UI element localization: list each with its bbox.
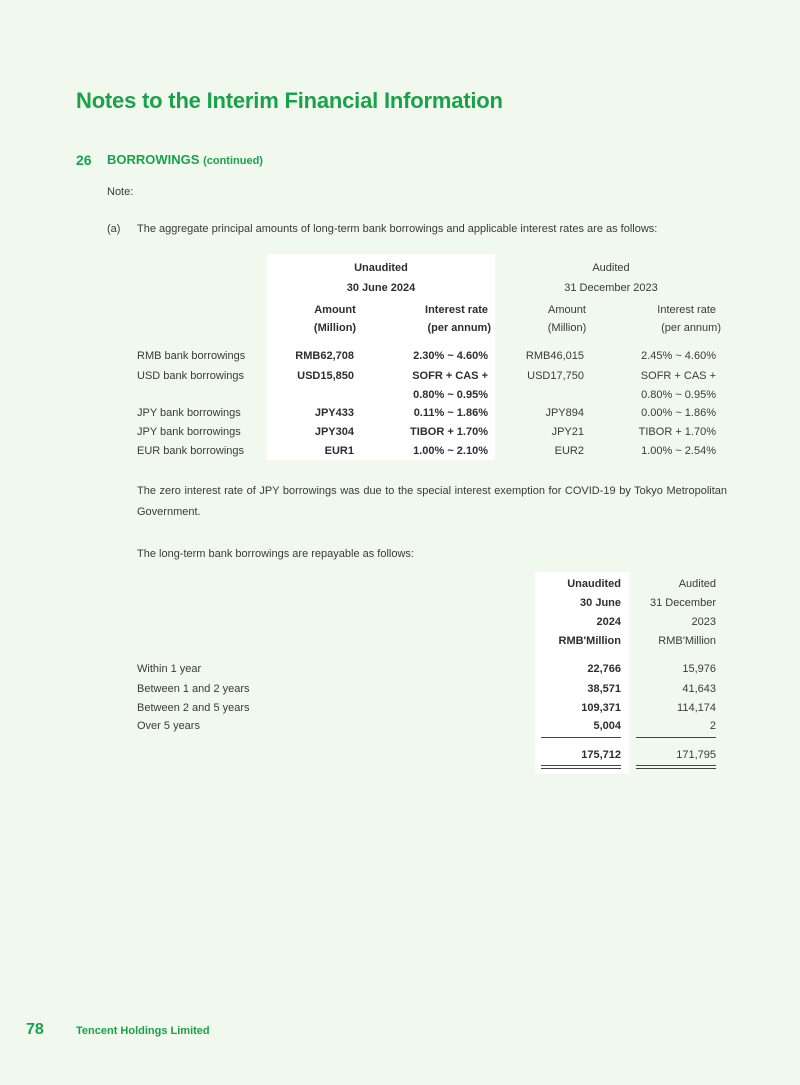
t1-row-amt23: JPY894 <box>545 407 584 419</box>
t2-row-v24: 22,766 <box>587 663 621 675</box>
t2-row-v23: 15,976 <box>682 663 716 675</box>
t1-row-rate24: 0.80% ~ 0.95% <box>413 389 488 401</box>
t1-row-amt24: JPY433 <box>314 407 354 419</box>
section-title-suffix: (continued) <box>203 155 263 167</box>
t2-row-v23: 114,174 <box>677 702 716 714</box>
t1-row-amt23: JPY21 <box>551 426 584 438</box>
t1-row-label: JPY bank borrowings <box>137 407 241 419</box>
t2-total-2023: 171,795 <box>676 749 716 761</box>
t1-audited-header: Audited <box>592 262 630 274</box>
t2-row-label: Over 5 years <box>137 720 200 732</box>
total-double-rule-2024-a <box>541 765 621 766</box>
page-title: Notes to the Interim Financial Information <box>76 88 503 113</box>
t2-h3-2024: 2024 <box>596 616 621 628</box>
subtotal-rule-2024 <box>541 737 621 738</box>
t1-col-million-2023: (Million) <box>547 322 587 334</box>
t1-row-rate23: 0.80% ~ 0.95% <box>641 389 716 401</box>
t1-unaudited-date: 30 June 2024 <box>346 282 416 294</box>
t1-col-perannum-2023: (per annum) <box>661 322 721 334</box>
t2-h3-2023: 2023 <box>691 616 716 628</box>
section-number: 26 <box>76 152 92 168</box>
section-title-text: BORROWINGS <box>107 152 200 167</box>
t1-row-rate23: 1.00% ~ 2.54% <box>641 445 716 457</box>
t1-row-amt24: EUR1 <box>324 445 354 457</box>
para-a-label: (a) <box>107 223 121 235</box>
t2-row-v24: 38,571 <box>587 683 621 695</box>
t1-row-amt24: USD15,850 <box>297 370 354 382</box>
t2-h1-2024: Unaudited <box>567 578 621 590</box>
t2-h1-2023: Audited <box>678 578 716 590</box>
t2-row-v24: 5,004 <box>593 720 621 732</box>
t2-row-label: Within 1 year <box>137 663 202 675</box>
t1-row-rate23: 0.00% ~ 1.86% <box>641 407 716 419</box>
t1-row-label: USD bank borrowings <box>137 370 244 382</box>
para-a-text: The aggregate principal amounts of long-term bank borrowings and applicable interest rates are as follows: <box>137 223 658 235</box>
t1-row-label: RMB bank borrowings <box>137 350 246 362</box>
t1-row-amt23: USD17,750 <box>527 370 584 382</box>
t1-col-amount-2023: Amount <box>548 304 586 316</box>
t1-col-amount-2024: Amount <box>314 304 356 316</box>
t1-unaudited-header: Unaudited <box>354 262 408 274</box>
page-number: 78 <box>26 1021 44 1038</box>
total-double-rule-2024-b <box>541 768 621 769</box>
t1-row-rate24: 2.30% ~ 4.60% <box>413 350 488 362</box>
t2-h2-2024: 30 June <box>580 597 621 609</box>
total-double-rule-2023-a <box>636 765 716 766</box>
t2-row-v23: 41,643 <box>682 683 716 695</box>
t1-row-label: JPY bank borrowings <box>137 426 241 438</box>
company-name: Tencent Holdings Limited <box>76 1025 210 1037</box>
t1-row-rate23: SOFR + CAS + <box>640 370 716 382</box>
t1-row-amt23: EUR2 <box>554 445 584 457</box>
t1-row-rate24: SOFR + CAS + <box>412 370 488 382</box>
t1-row-rate24: 1.00% ~ 2.10% <box>413 445 488 457</box>
t1-row-label: EUR bank borrowings <box>137 445 244 457</box>
note-label: Note: <box>107 186 134 198</box>
repayment-intro: The long-term bank borrowings are repayable as follows: <box>137 548 414 560</box>
t1-col-rate-2024: Interest rate <box>425 304 488 316</box>
t1-col-million-2024: (Million) <box>313 322 357 334</box>
zero-rate-explanation: The zero interest rate of JPY borrowings was due to the special interest exemption for COVID-19 by Tokyo Metropolitan Government. <box>137 485 727 518</box>
t2-row-v23: 2 <box>709 720 716 732</box>
t1-row-rate23: TIBOR + 1.70% <box>638 426 716 438</box>
t1-row-rate24: TIBOR + 1.70% <box>410 426 488 438</box>
total-double-rule-2023-b <box>636 768 716 769</box>
t2-h2-2023: 31 December <box>649 597 716 609</box>
section-title <box>107 152 263 167</box>
t2-row-label: Between 1 and 2 years <box>137 683 250 695</box>
t1-row-amt24: RMB62,708 <box>295 350 354 362</box>
t1-audited-date: 31 December 2023 <box>564 282 658 294</box>
t2-row-label: Between 2 and 5 years <box>137 702 250 714</box>
t1-col-rate-2023: Interest rate <box>657 304 716 316</box>
t1-row-amt24: JPY304 <box>314 426 354 438</box>
t1-row-amt23: RMB46,015 <box>525 350 584 362</box>
t2-total-2024: 175,712 <box>581 749 621 761</box>
t1-col-perannum-2024: (per annum) <box>427 322 491 334</box>
t2-h4-2023: RMB'Million <box>658 635 716 647</box>
t1-row-rate23: 2.45% ~ 4.60% <box>641 350 716 362</box>
t2-h4-2024: RMB'Million <box>558 635 621 647</box>
subtotal-rule-2023 <box>636 737 716 738</box>
t2-row-v24: 109,371 <box>581 702 621 714</box>
t1-row-rate24: 0.11% ~ 1.86% <box>413 407 488 419</box>
